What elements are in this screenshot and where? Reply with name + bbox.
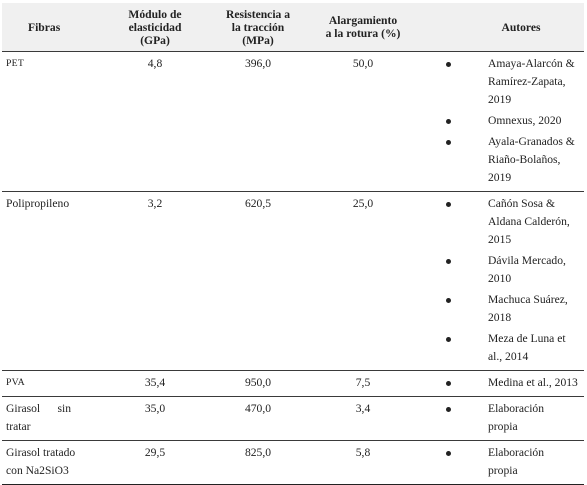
bullet-icon [446,381,451,386]
cell-resistencia: 825,0 [210,441,306,485]
authors-list [446,444,578,480]
cell-resistencia: 620,5 [210,192,306,371]
cell-fibra [2,52,100,192]
cell-modulo: 35,4 [100,371,210,397]
cell-alargamiento: 50,0 [306,52,420,192]
author-item [446,55,578,109]
author-text: Omnexus, 2020 [488,114,562,127]
author-text: propia [488,420,518,433]
cell-fibra [2,397,100,441]
header-resistencia [210,3,306,52]
author-item [446,400,578,436]
header-resistencia-line-1: Resistencia a [225,7,291,21]
author-text: Elaboración [488,402,545,415]
bullet-icon [446,337,451,342]
author-item [446,444,578,480]
authors-list [446,400,578,436]
author-text: Amaya-Alarcón & [488,57,575,70]
table-row [2,441,584,485]
cell-resistencia: 396,0 [210,52,306,192]
bullet-icon [446,298,451,303]
cell-modulo: 3,2 [100,192,210,371]
author-text: 2019 [488,93,512,106]
author-text: 2015 [488,233,512,246]
header-fibras: Fibras [2,3,100,52]
cell-autores [420,397,584,441]
bullet-icon [446,451,451,456]
author-text: Medina et al., 2013 [488,376,578,389]
author-item [446,252,578,288]
header-modulo [100,3,210,52]
bullet-icon [446,202,451,207]
cell-autores [420,371,584,397]
header-modulo-line-2: elasticidad [128,20,182,34]
author-text: Ramírez-Zapata, [488,75,566,88]
fibra-name: PVA [6,377,25,388]
author-text: Elaboración [488,446,545,459]
cell-alargamiento: 5,8 [306,441,420,485]
author-item [446,330,578,366]
cell-fibra [2,441,100,485]
fibra-name-line-2: tratar [6,420,31,433]
header-resistencia-line-3: (MPa) [242,33,274,47]
bullet-icon [446,407,451,412]
author-item [446,291,578,327]
fibra-name: PET [6,58,25,69]
author-text: Aldana Calderón, [488,215,570,228]
cell-fibra [2,192,100,371]
fibers-properties-table [2,3,584,485]
header-alargamiento [306,3,420,52]
cell-alargamiento: 3,4 [306,397,420,441]
author-text: Machuca Suárez, [488,293,568,306]
table-row [2,371,584,397]
fibra-name: Polipropileno [6,197,70,210]
author-text: 2018 [488,311,512,324]
header-alargamiento-line-2: a la rotura (%) [325,27,401,40]
bullet-icon [446,140,451,145]
author-text: 2010 [488,272,512,285]
table-row [2,192,584,371]
cell-modulo: 29,5 [100,441,210,485]
table-row [2,397,584,441]
authors-list [446,195,578,366]
header-alargamiento-line-1: Alargamiento [328,14,398,27]
fibra-name-line-1: Girasol tratado [6,446,76,459]
cell-modulo: 35,0 [100,397,210,441]
author-text: Meza de Luna et [488,332,566,345]
author-text: al., 2014 [488,350,529,363]
header-autores: Autores [420,3,584,52]
bullet-icon [446,259,451,264]
author-item [446,112,578,130]
author-text: Ayala-Granados & [488,135,575,148]
authors-list [446,374,578,392]
bullet-icon [446,62,451,67]
author-text: Cañón Sosa & [488,197,555,210]
table-row [2,52,584,192]
author-text: Dávila Mercado, [488,254,566,267]
cell-autores [420,192,584,371]
author-item [446,195,578,249]
cell-alargamiento: 25,0 [306,192,420,371]
bullet-icon [446,119,451,124]
cell-alargamiento: 7,5 [306,371,420,397]
header-modulo-line-1: Módulo de [128,7,182,21]
fibra-name-line-1: Girasol sin [6,402,72,415]
cell-resistencia: 950,0 [210,371,306,397]
author-text: propia [488,464,518,477]
author-item [446,374,578,392]
cell-resistencia: 470,0 [210,397,306,441]
cell-autores [420,441,584,485]
author-text: Riaño-Bolaños, [488,153,561,166]
fibra-name-line-2: con Na2SiO3 [6,464,69,477]
authors-list [446,55,578,187]
header-modulo-line-3: (GPa) [140,33,170,47]
cell-autores [420,52,584,192]
table-header [2,3,584,52]
header-resistencia-line-2: la tracción [231,20,285,34]
cell-modulo: 4,8 [100,52,210,192]
author-text: 2019 [488,171,512,184]
cell-fibra [2,371,100,397]
author-item [446,133,578,187]
